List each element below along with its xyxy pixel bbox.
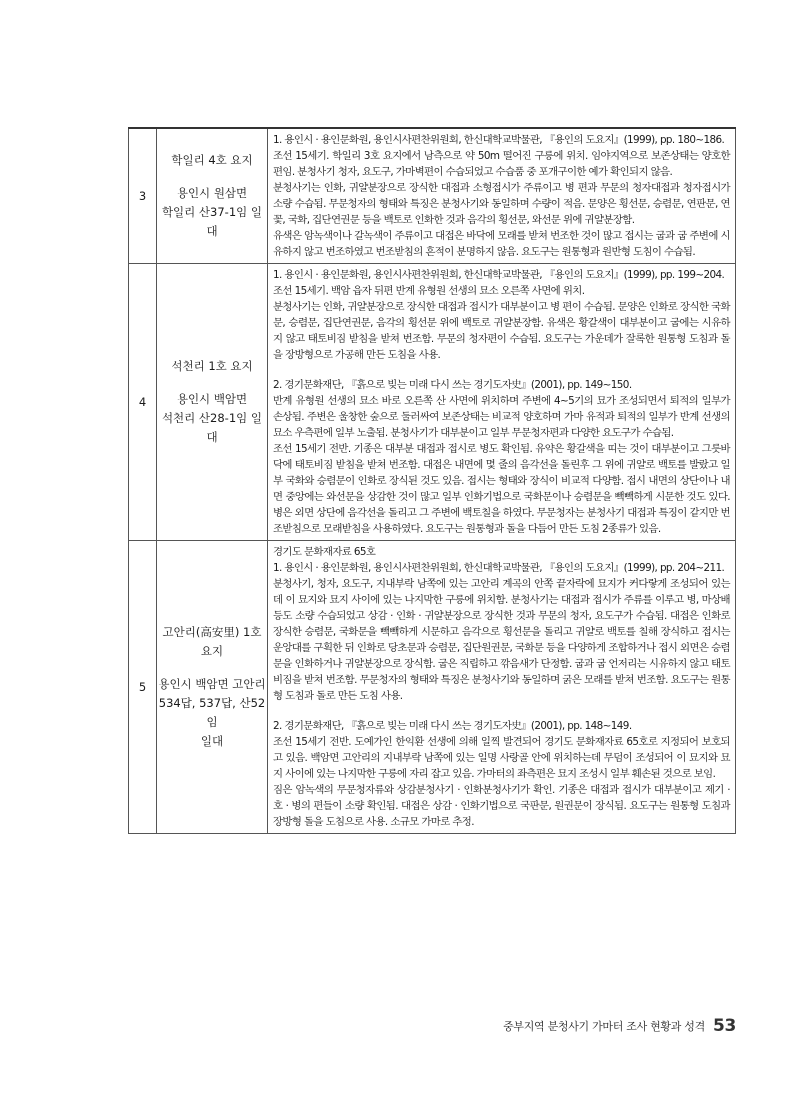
site-name: 학일리 4호 요지 (171, 153, 253, 167)
running-title: 중부지역 분청사기 가마터 조사 현황과 성격 (503, 1020, 705, 1033)
reference-citation: 2. 경기문화재단, 『흙으로 빚는 미래 다시 쓰는 경기도자史』(2001), pp. 148~149. (273, 720, 632, 732)
site-location: 일대 (200, 734, 224, 748)
site-cell (157, 541, 268, 834)
site-location: 용인시 백암면 고안리 (158, 677, 266, 691)
description-cell (268, 541, 736, 834)
row-number: 4 (129, 264, 157, 541)
description-cell (268, 264, 736, 541)
site-location: 석천리 산28-1임 일대 (161, 411, 263, 444)
designation-label: 경기도 문화재자료 65호 (273, 546, 376, 558)
description-paragraph: 조선 15세기. 학일리 3호 요지에서 남측으로 약 50m 떨어진 구릉에 위치. 임야지역으로 보존상태는 양호한 편임. 분청사기 청자, 요도구, 가마벽편이 수습되었고 수습품 중 포개구이한 예가 확인되지 않음. (273, 150, 730, 178)
page-footer (503, 1016, 736, 1036)
description-paragraph: 짐은 암녹색의 무문청자류와 상감분청사기 · 인화분청사기가 확인. 기종은 대접과 접시가 대부분이고 제기 · 호 · 병의 편들이 소량 확인됨. 대접은 상감 · 인화기법으로 국판문, 원권문이 장식됨. 요도구는 원통형 도침과 장방형 돌을 도침으로 사용. 소규모 가마로 추정. (273, 784, 730, 828)
site-location: 534답, 537답, 산52임 (158, 696, 266, 729)
site-location: 학일리 산37-1임 일대 (161, 205, 263, 238)
row-number: 3 (129, 128, 157, 264)
row-number: 5 (129, 541, 157, 834)
table-row (129, 264, 736, 541)
description-paragraph: 조선 15세기 전반. 기종은 대부분 대접과 접시로 병도 확인됨. 유약은 황갈색을 띠는 것이 대부분이고 그릇바닥에 태토비짐 받침을 받쳐 번조함. 대접은 내면에 몇 줄의 음각선을 돌린후 그 위에 귀얄로 백토를 발랐고 일부 국화와 승렴문이 인화로 장식된 것도 있음. 접시는 형태와 장식이 비교적 다양함. 접시 내면의 상단이나 내면 중앙에는 와선문을 상감한 것이 많고 일부 인화기법으로 국화문이나 승렴문을 빽빽하게 시문한 것도 있다. 병은 외면 상단에 음각선을 돌리고 그 주변에 백토칠을 하였다. 무문청자는 분청사기 대접과 특징이 같지만 번조받침으로 모래받침을 사용하였다. 요도구는 원통형과 돌을 다듬어 만든 도침 2종류가 있음. (273, 443, 730, 535)
reference-citation: 2. 경기문화재단, 『흙으로 빚는 미래 다시 쓰는 경기도자史』(2001), pp. 149~150. (273, 379, 632, 391)
description-paragraph: 유색은 암녹색이나 갈녹색이 주류이고 대접은 바닥에 모래를 받쳐 번조한 것이 많고 접시는 굽과 굽 주변에 시유하지 않고 번조하였고 번조받침의 흔적이 분명하지 않음. 요도구는 원통형과 원반형 도침이 수습됨. (273, 230, 730, 258)
page-number: 53 (712, 1016, 736, 1036)
site-name: 석천리 1호 요지 (171, 359, 253, 373)
description-cell (268, 128, 736, 264)
table-row (129, 128, 736, 264)
site-location: 용인시 원삼면 (176, 186, 248, 200)
reference-citation: 1. 용인시 · 용인문화원, 용인시사편찬위원회, 한신대학교박물관, 『용인의 도요지』(1999), pp. 180~186. (273, 134, 725, 146)
description-paragraph: 반계 유형원 선생의 묘소 바로 오른쪽 산 사면에 위치하며 주변에 4~5기의 묘가 조성되면서 퇴적의 일부가 손상됨. 주변은 울창한 숲으로 둘러싸여 보존상태는 비교적 양호하며 가마 유적과 퇴적의 일부가 반계 선생의 묘소 우측편에 일부 노출됨. 분청사기가 대부분이고 일부 무문청자편과 다양한 요도구가 수습됨. (273, 395, 730, 439)
description-paragraph: 조선 15세기. 백암 읍자 뒤편 반계 유형원 선생의 묘소 오른쪽 사면에 위치. (273, 285, 585, 297)
site-location: 용인시 백암면 (176, 392, 248, 406)
description-paragraph: 조선 15세기 전반. 도예가인 한익환 선생에 의해 일찍 발견되어 경기도 문화재자료 65호로 지정되어 보호되고 있음. 백암면 고안리의 지내부락 남쪽에 있는 일명 사랑골 안에 위치하는데 무덤이 조성되어 이 묘지와 묘지 사이에 있는 나지막한 구릉에 자리 잡고 있음. 가마터의 좌측편은 묘지 조성시 일부 훼손된 것으로 보임. (273, 736, 730, 780)
kiln-site-table (128, 127, 736, 834)
description-paragraph: 분청사기는 인화, 귀얄분장으로 장식한 대접과 접시가 대부분이고 병 편이 수습됨. 문양은 인화로 장식한 국화문, 승렴문, 집단연권문, 음각의 횡선문 위에 백토로 귀얄분장함. 유색은 황갈색이 대부분이고 굽에는 시유하지 않고 태토비짐 받침을 받쳐 번조함. 무문의 청자편이 수습됨. 요도구는 가운데가 잘록한 원통형 도침과 돌을 장방형으로 가공해 만든 도침을 사용. (273, 301, 730, 361)
reference-citation: 1. 용인시 · 용인문화원, 용인시사편찬위원회, 한신대학교박물관, 『용인의 도요지』(1999), pp. 199~204. (273, 269, 725, 281)
description-paragraph: 분청사기, 청자, 요도구, 지내부락 남쪽에 있는 고안리 계곡의 안쪽 끝자락에 묘지가 커다랗게 조성되어 있는데 이 묘지와 묘지 사이에 있는 나지막한 구릉에 위치함. 분청사기는 대접과 접시가 주류를 이루고 병, 마상배 등도 소량 수습되었고 상감 · 인화 · 귀얄분장으로 장식한 것과 무문의 청자, 요도구가 수습됨. 대접은 인화로 장식한 승렴문, 국화문을 빽빽하게 시문하고 음각으로 횡선문을 돌리고 귀얄로 백토를 칠해 장식하고 접시는 운앙대를 구획한 뒤 인화로 당초문과 승렴문, 집단원권문, 국화문 등을 다양하게 조합하거나 접시 외면은 승렴문을 인화하거나 귀얄분장으로 장식함. 굽은 직립하고 깎음새가 단정함. 굽과 굽 언저리는 시유하지 않고 태토비짐을 받쳐 번조함. 무문청자의 형태와 특징은 분청사기와 동일하며 굵은 모래를 받쳐 번조함. 요도구는 원통형 도침과 돌로 만든 도침 사용. (273, 578, 730, 702)
site-name: 고안리(高安里) 1호 요지 (162, 625, 262, 658)
table-row (129, 541, 736, 834)
site-cell (157, 128, 268, 264)
site-cell (157, 264, 268, 541)
reference-citation: 1. 용인시 · 용인문화원, 용인시사편찬위원회, 한신대학교박물관, 『용인의 도요지』(1999), pp. 204~211. (273, 562, 725, 574)
description-paragraph: 분청사기는 인화, 귀얄분장으로 장식한 대접과 소형접시가 주류이고 병 편과 무문의 청자대접과 청자접시가 소량 수습됨. 무문청자의 형태와 특징은 분청사기와 동일하며 수량이 적음. 문양은 횡선문, 승렴문, 연판문, 연꽃, 국화, 집단연권문 등을 백토로 인화한 것과 음각의 횡선문, 와선문 위에 귀얄분장함. (273, 182, 730, 226)
